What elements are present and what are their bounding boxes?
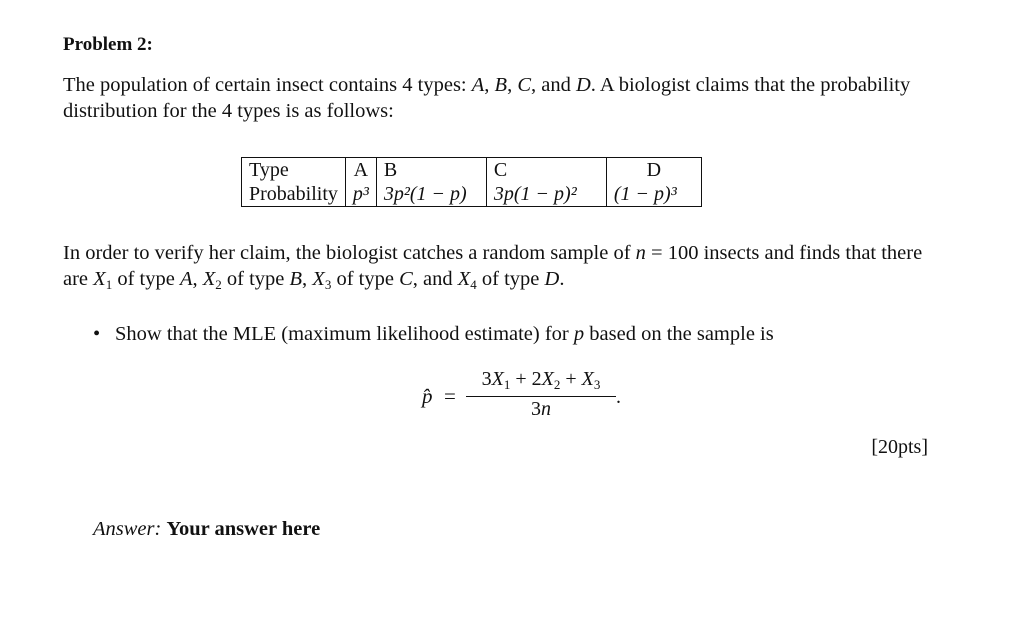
x4-var: X (457, 268, 471, 290)
formula-denominator (466, 398, 616, 421)
x1-subscript: 1 (105, 277, 113, 292)
plus-term: + (560, 368, 582, 390)
numerator-coef: 3 (481, 368, 492, 390)
equals-sign: = (444, 384, 456, 408)
intro-sep: , (484, 74, 495, 96)
sub-2: 2 (553, 377, 561, 392)
type-a-var: A (179, 268, 193, 290)
type-cell-d: D (606, 158, 701, 183)
table-header-label: Type (242, 158, 346, 183)
x2-subscript: 2 (215, 277, 222, 292)
type-c-var: C (517, 74, 531, 96)
type-d-var: D (575, 74, 591, 96)
formula-numerator (466, 368, 616, 391)
sub-1: 1 (503, 377, 511, 392)
problem-intro (63, 72, 943, 124)
sub-3: 3 (593, 377, 601, 392)
prob-cell-d: (1 − p)³ (606, 182, 701, 207)
table-row-probabilities (242, 182, 702, 207)
sample-description (63, 240, 943, 292)
verify-text: of type (112, 268, 180, 290)
type-b-var: B (494, 74, 508, 96)
intro-sep: , and (531, 74, 576, 96)
p-hat-symbol: p̂ (422, 384, 433, 408)
fraction-bar (466, 396, 616, 397)
answer-row (93, 518, 320, 541)
type-c-var: C (399, 268, 413, 290)
prob-cell-c: 3p(1 − p)² (486, 182, 606, 207)
bullet-text: based on the sample is (584, 323, 774, 345)
task-bullet (93, 323, 774, 346)
verify-sep: , (302, 268, 313, 290)
formula-period: . (616, 386, 621, 408)
prob-cell-b: 3p²(1 − p) (376, 182, 486, 207)
type-cell-b: B (376, 158, 486, 183)
type-a-var: A (471, 74, 485, 96)
type-d-var: D (544, 268, 560, 290)
x-var: X (541, 368, 554, 390)
intro-text: . A biologist claims that the probability distribution for the 4 types is as follows: (63, 74, 911, 122)
answer-field[interactable]: Your answer here (166, 518, 321, 540)
verify-text: of type (476, 268, 545, 290)
p-var: p (573, 323, 585, 345)
intro-text: The population of certain insect contains 4 types: (63, 74, 472, 96)
answer-label: Answer: (93, 518, 162, 540)
problem-title: Problem 2: (63, 34, 153, 55)
n-var: n (635, 242, 646, 264)
bullet-text: Show that the MLE (maximum likelihood estimate) for (115, 323, 574, 345)
verify-text: of type (221, 268, 290, 290)
prob-cell-a: p³ (345, 182, 376, 207)
type-cell-c: C (486, 158, 606, 183)
plus-term: + 2 (510, 368, 542, 390)
verify-text: = 100 insects and finds that there are (63, 242, 923, 290)
verify-text: of type (331, 268, 400, 290)
x4-subscript: 4 (470, 277, 477, 292)
verify-text: In order to verify her claim, the biologist catches a random sample of (63, 242, 636, 264)
x-var: X (491, 368, 504, 390)
verify-sep: , and (412, 268, 458, 290)
n-var: n (541, 398, 551, 420)
type-b-var: B (289, 268, 303, 290)
probability-table (241, 157, 702, 207)
denominator-coef: 3 (531, 398, 541, 420)
verify-end: . (559, 268, 565, 290)
x3-subscript: 3 (324, 277, 332, 292)
type-cell-a: A (345, 158, 376, 183)
verify-sep: , (192, 268, 203, 290)
points-label: [20pts] (871, 436, 928, 458)
x2-var: X (202, 268, 216, 290)
intro-sep: , (507, 74, 518, 96)
x3-var: X (312, 268, 325, 290)
table-row-types (242, 158, 702, 183)
bullet-icon: • (93, 323, 101, 345)
x1-var: X (93, 268, 106, 290)
table-row-label: Probability (242, 182, 346, 207)
mle-formula (420, 368, 630, 428)
x-var: X (581, 368, 594, 390)
